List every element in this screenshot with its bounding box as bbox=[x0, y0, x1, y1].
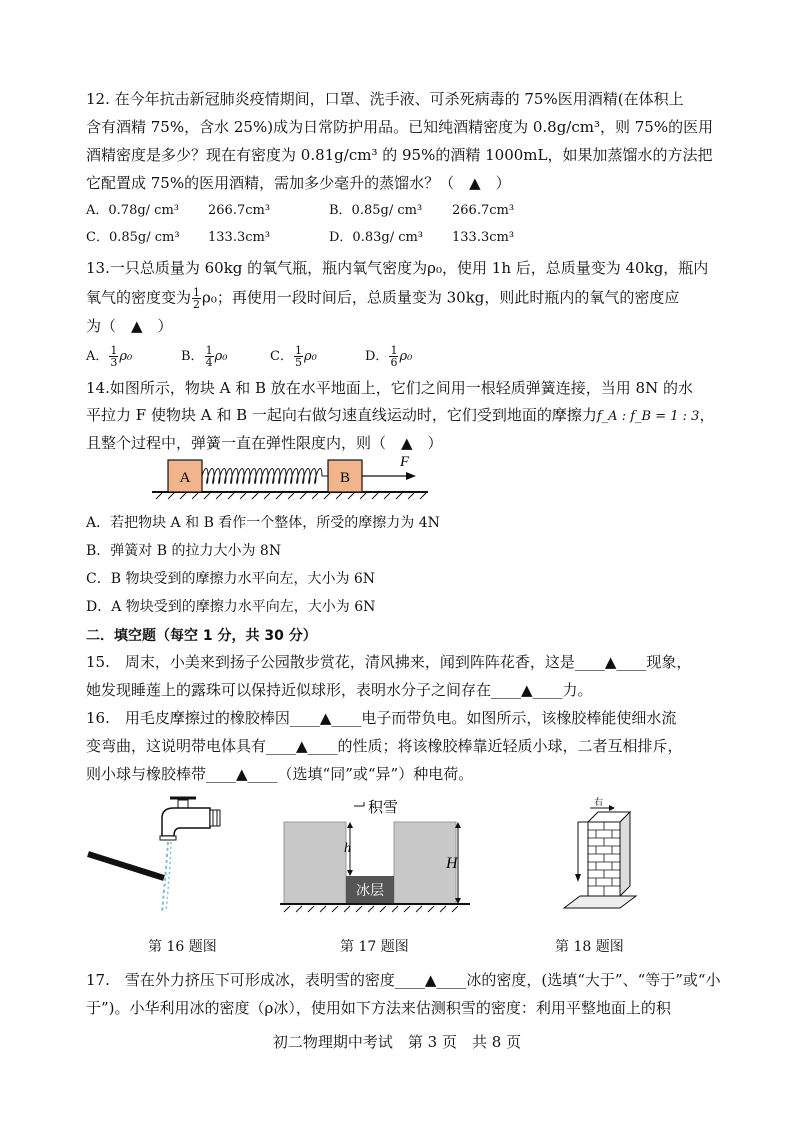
q13-option-c bbox=[270, 345, 317, 368]
q17-line2: 于”)。小华利用冰的密度（ρ冰），使用如下方法来估测积雪的密度：利用平整地面上的积 bbox=[86, 999, 671, 1017]
caption-fig17: 第 17 题图 bbox=[340, 939, 409, 955]
q12-line1: 12. 在今年抗击新冠肺炎疫情期间，口罩、洗手液、可杀死病毒的 75%医用酒精(在体积上 bbox=[86, 90, 684, 108]
q13-option-d bbox=[365, 345, 412, 368]
q12-option-a-value: 266.7cm³ bbox=[208, 203, 271, 218]
q12-option-b-label: B．0.85g/ cm³ bbox=[329, 203, 423, 218]
q14-option-d: D．A 物块受到的摩擦力水平向左，大小为 6N bbox=[86, 599, 376, 615]
ice-label: 冰层 bbox=[356, 883, 384, 899]
caption-fig18: 第 18 题图 bbox=[555, 939, 624, 955]
q14-friction-ratio: f_A : f_B = 1 : 3 bbox=[596, 409, 700, 424]
q13-option-d-rho: ρ₀ bbox=[399, 349, 413, 364]
q13-option-a bbox=[86, 345, 132, 368]
snow-label: 积雪 bbox=[368, 798, 399, 816]
q13-option-c-num: 1 bbox=[294, 344, 302, 357]
q12-option-a-label: A．0.78g/ cm³ bbox=[86, 203, 179, 218]
faucet-body bbox=[162, 808, 210, 836]
snow-left bbox=[284, 822, 346, 904]
wall-base bbox=[564, 896, 636, 908]
q13-line2-start: 氧气的密度变为 bbox=[86, 288, 192, 307]
q12-option-b-value: 266.7cm³ bbox=[452, 203, 515, 218]
q13-option-b-label: B． bbox=[181, 349, 204, 364]
q13-option-b-num: 1 bbox=[205, 344, 213, 357]
q13-frac-num: 1 bbox=[193, 286, 201, 299]
section-heading: 二．填空题（每空 1 分，共 30 分） bbox=[86, 628, 317, 644]
q16-line3: 则小球与橡胶棒带____▲____（选填“同”或“异”）种电荷。 bbox=[86, 765, 474, 783]
q12-option-d-label: D．0.83g/ cm³ bbox=[329, 230, 424, 245]
q14-option-b: B．弹簧对 B 的拉力大小为 8N bbox=[86, 543, 282, 559]
q12-line2: 含有酒精 75%，含水 25%)成为日常防护用品。已知纯酒精密度为 0.8g/cm³，则 75%的医用 bbox=[86, 118, 714, 136]
q13-option-a-den: 3 bbox=[110, 356, 118, 369]
q13-option-d-num: 1 bbox=[390, 344, 398, 357]
q14-option-a: A．若把物块 A 和 B 看作一个整体，所受的摩擦力为 4N bbox=[86, 515, 440, 531]
q15-line2: 她发现睡莲上的露珠可以保持近似球形，表明水分子之间存在____▲____力。 bbox=[86, 681, 593, 699]
q14-line3: 且整个过程中，弹簧一直在弹性限度内，则（ ▲ ） bbox=[86, 434, 443, 452]
caption-fig16: 第 16 题图 bbox=[148, 939, 217, 955]
q13-line3: 为（ ▲ ） bbox=[86, 317, 173, 335]
q12-option-c-label: C．0.85g/ cm³ bbox=[86, 230, 180, 245]
q14-line2-text: 平拉力 F 使物块 A 和 B 一起向右做匀速直线运动时，它们受到地面的摩擦力 bbox=[86, 406, 597, 424]
q16-line2: 变弯曲，这说明带电体具有____▲____的性质；将该橡胶棒靠近轻质小球，二者互相排斥， bbox=[86, 737, 683, 755]
q17-line1: 17. 雪在外力挤压下可形成冰，表明雪的密度____▲____冰的密度，(选填“大于”、“等于”或“小 bbox=[86, 971, 721, 989]
q13-line2-end: ；再使用一段时间后，总质量变为 30kg，则此时瓶内的氧气的密度应 bbox=[216, 288, 680, 307]
q13-option-c-den: 5 bbox=[294, 356, 302, 369]
wall-side bbox=[620, 812, 630, 896]
q14-option-c: C．B 物块受到的摩擦力水平向左，大小为 6N bbox=[86, 571, 376, 587]
page-footer: 初二物理期中考试 第 3 页 共 8 页 bbox=[272, 1033, 522, 1051]
q12-option-d-value: 133.3cm³ bbox=[452, 230, 515, 245]
q14-line2: 平拉力 F 使物块 A 和 B 一起向右做匀速直线运动时，它们受到地面的摩擦力f_A : f_B = 1 : 3， bbox=[86, 406, 715, 424]
faucet-spout bbox=[160, 836, 176, 840]
q13-option-d-den: 6 bbox=[390, 356, 398, 369]
q13-option-b-den: 4 bbox=[205, 356, 213, 369]
plumb-bob bbox=[575, 874, 581, 882]
block-a-label: A bbox=[179, 470, 191, 486]
water-stream-2 bbox=[166, 842, 171, 912]
q13-line2 bbox=[86, 287, 679, 310]
q13-option-b-rho: ρ₀ bbox=[214, 349, 228, 364]
H-label: H bbox=[446, 855, 458, 872]
faucet-nut bbox=[210, 810, 220, 826]
q14-line1: 14.如图所示，物块 A 和 B 放在水平地面上，它们之间用一根轻质弹簧连接，当用 8N 的水 bbox=[86, 379, 693, 397]
q12-line4: 它配置成 75%的医用酒精，需加多少毫升的蒸馏水？（ ▲ ） bbox=[86, 174, 511, 192]
q12-line3: 酒精密度是多少？现在有密度为 0.81g/cm³ 的 95%的酒精 1000mL，如果加蒸馏水的方法把 bbox=[86, 146, 713, 164]
rubber-rod bbox=[88, 854, 164, 878]
fig18-brick-wall bbox=[560, 794, 640, 916]
ground-hatching bbox=[284, 906, 458, 912]
q13-option-a-label: A． bbox=[86, 349, 109, 364]
q13-option-b bbox=[181, 345, 227, 368]
fig16-faucet bbox=[84, 792, 230, 916]
q12-option-c-value: 133.3cm³ bbox=[208, 230, 271, 245]
spring bbox=[202, 469, 328, 484]
block-b-label: B bbox=[339, 470, 351, 486]
q15-line1: 15. 周末，小美来到扬子公园散步赏花，清风拂来，闻到阵阵花香，这是____▲____现象， bbox=[86, 653, 692, 671]
q16-line1: 16. 用毛皮摩擦过的橡胶棒因____▲____电子而带负电。如图所示，该橡胶棒能使细水流 bbox=[86, 709, 677, 727]
force-arrow-head bbox=[406, 472, 416, 480]
q13-option-a-num: 1 bbox=[110, 344, 118, 357]
h-label: h bbox=[344, 841, 351, 856]
q13-option-c-rho: ρ₀ bbox=[303, 349, 317, 364]
q13-option-c-label: C． bbox=[270, 349, 293, 364]
right-label: 右 bbox=[594, 798, 604, 808]
faucet-handle-stem bbox=[178, 800, 188, 808]
q13-line1: 13.一只总质量为 60kg 的氧气瓶，瓶内氧气密度为ρ₀，使用 1h 后，总质量变为 40kg，瓶内 bbox=[86, 259, 709, 277]
fig17-snow-ice bbox=[280, 796, 470, 914]
q13-fraction bbox=[192, 287, 201, 310]
q14-spring-figure bbox=[150, 452, 432, 500]
q13-rho: ρ₀ bbox=[202, 288, 217, 307]
q13-frac-den: 2 bbox=[193, 298, 201, 311]
q13-option-d-label: D． bbox=[365, 349, 389, 364]
ground-hatching bbox=[156, 493, 426, 499]
q13-option-a-rho: ρ₀ bbox=[119, 349, 133, 364]
force-label: F bbox=[400, 454, 410, 470]
